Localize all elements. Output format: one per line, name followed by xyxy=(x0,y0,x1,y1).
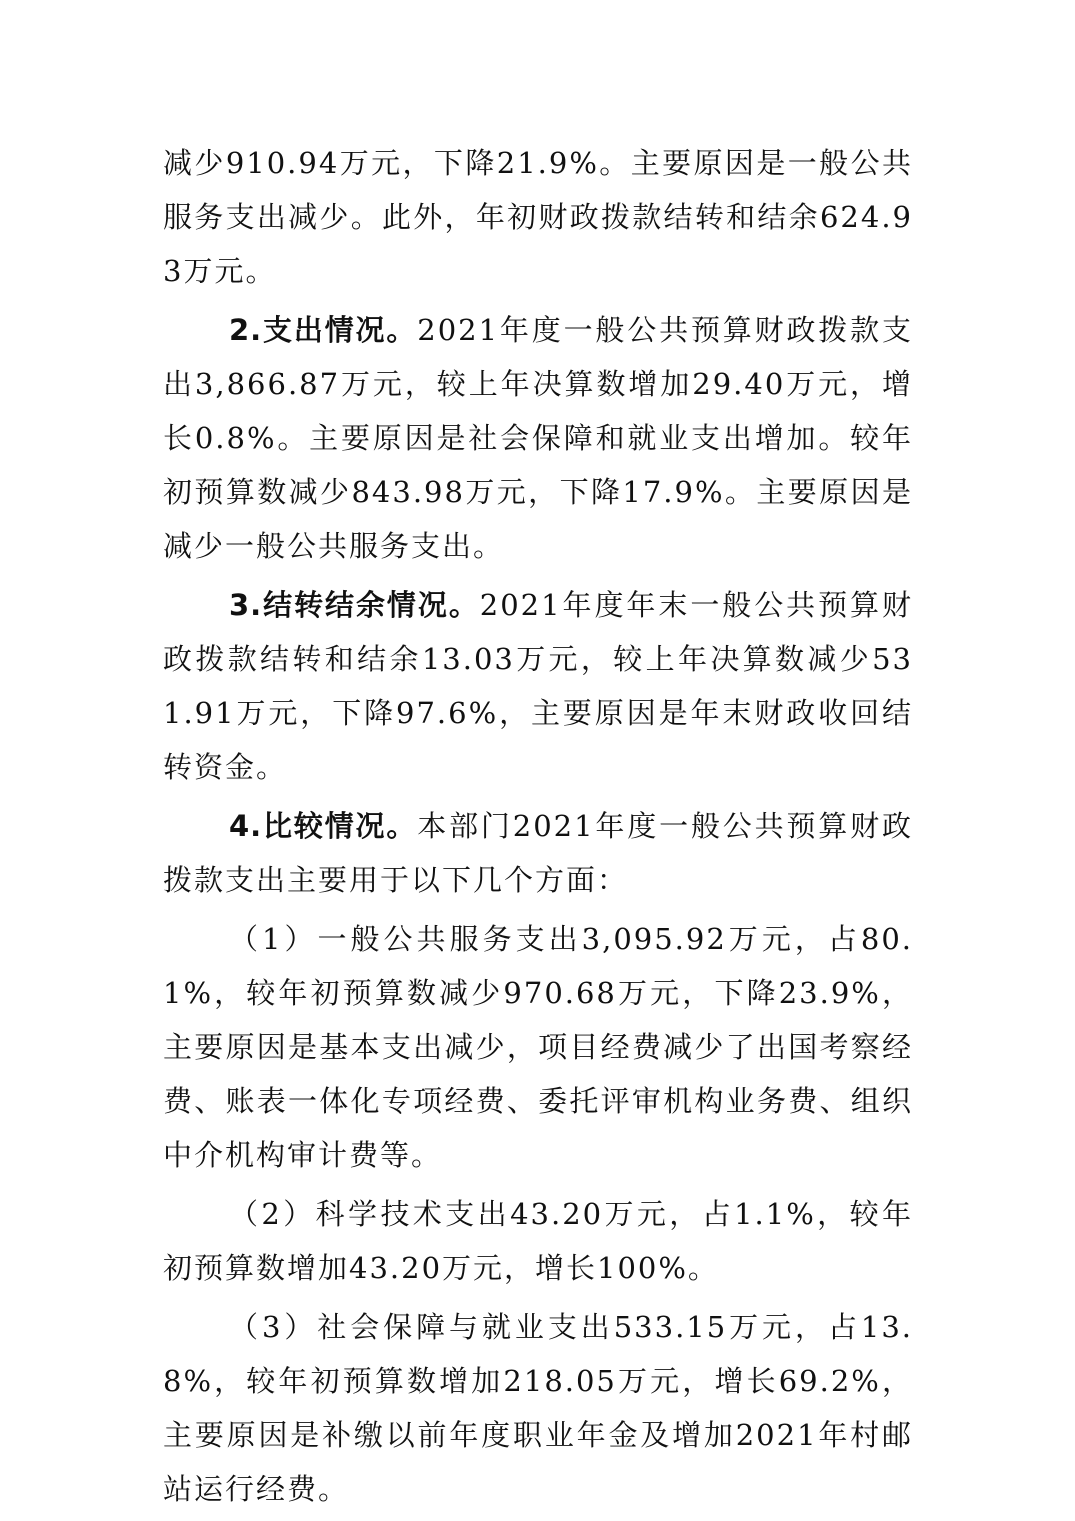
paragraph-item-3 xyxy=(163,1300,913,1516)
section-heading-expenditure: 2.支出情况。 xyxy=(229,313,418,347)
section-heading-comparison: 4.比较情况。 xyxy=(229,809,418,843)
section-heading-balance: 3.结转结余情况。 xyxy=(229,588,480,622)
paragraph-text: （1）一般公共服务支出3,095.92万元，占80.1%，较年初预算数减少970.68万元，下降23.9%，主要原因是基本支出减少，项目经费减少了出国考察经费、账表一体化专项经费、委托评审机构业务费、组织中介机构审计费等。 xyxy=(163,922,913,1172)
paragraph-balance xyxy=(163,578,913,794)
paragraph-text: （3）社会保障与就业支出533.15万元，占13.8%，较年初预算数增加218.05万元，增长69.2%，主要原因是补缴以前年度职业年金及增加2021年村邮站运行经费。 xyxy=(163,1310,913,1506)
paragraph-item-1 xyxy=(163,912,913,1182)
paragraph-item-2 xyxy=(163,1187,913,1295)
paragraph-text: 2021年度一般公共预算财政拨款支出3,866.87万元，较上年决算数增加29.40万元，增长0.8%。主要原因是社会保障和就业支出增加。较年初预算数减少843.98万元，下降17.9%。主要原因是减少一般公共服务支出。 xyxy=(163,313,913,563)
paragraph-text: 2021年度年末一般公共预算财政拨款结转和结余13.03万元，较上年决算数减少531.91万元，下降97.6%，主要原因是年末财政收回结转资金。 xyxy=(163,588,913,784)
paragraph-comparison xyxy=(163,799,913,907)
paragraph-income-continued xyxy=(163,136,913,298)
paragraph-expenditure xyxy=(163,303,913,573)
paragraph-text: 本部门2021年度一般公共预算财政拨款支出主要用于以下几个方面： xyxy=(163,809,913,897)
document-body xyxy=(163,136,913,1521)
paragraph-text: 减少910.94万元，下降21.9%。主要原因是一般公共服务支出减少。此外，年初财政拨款结转和结余624.93万元。 xyxy=(163,146,913,288)
paragraph-text: （2）科学技术支出43.20万元，占1.1%，较年初预算数增加43.20万元，增长100%。 xyxy=(163,1197,913,1285)
